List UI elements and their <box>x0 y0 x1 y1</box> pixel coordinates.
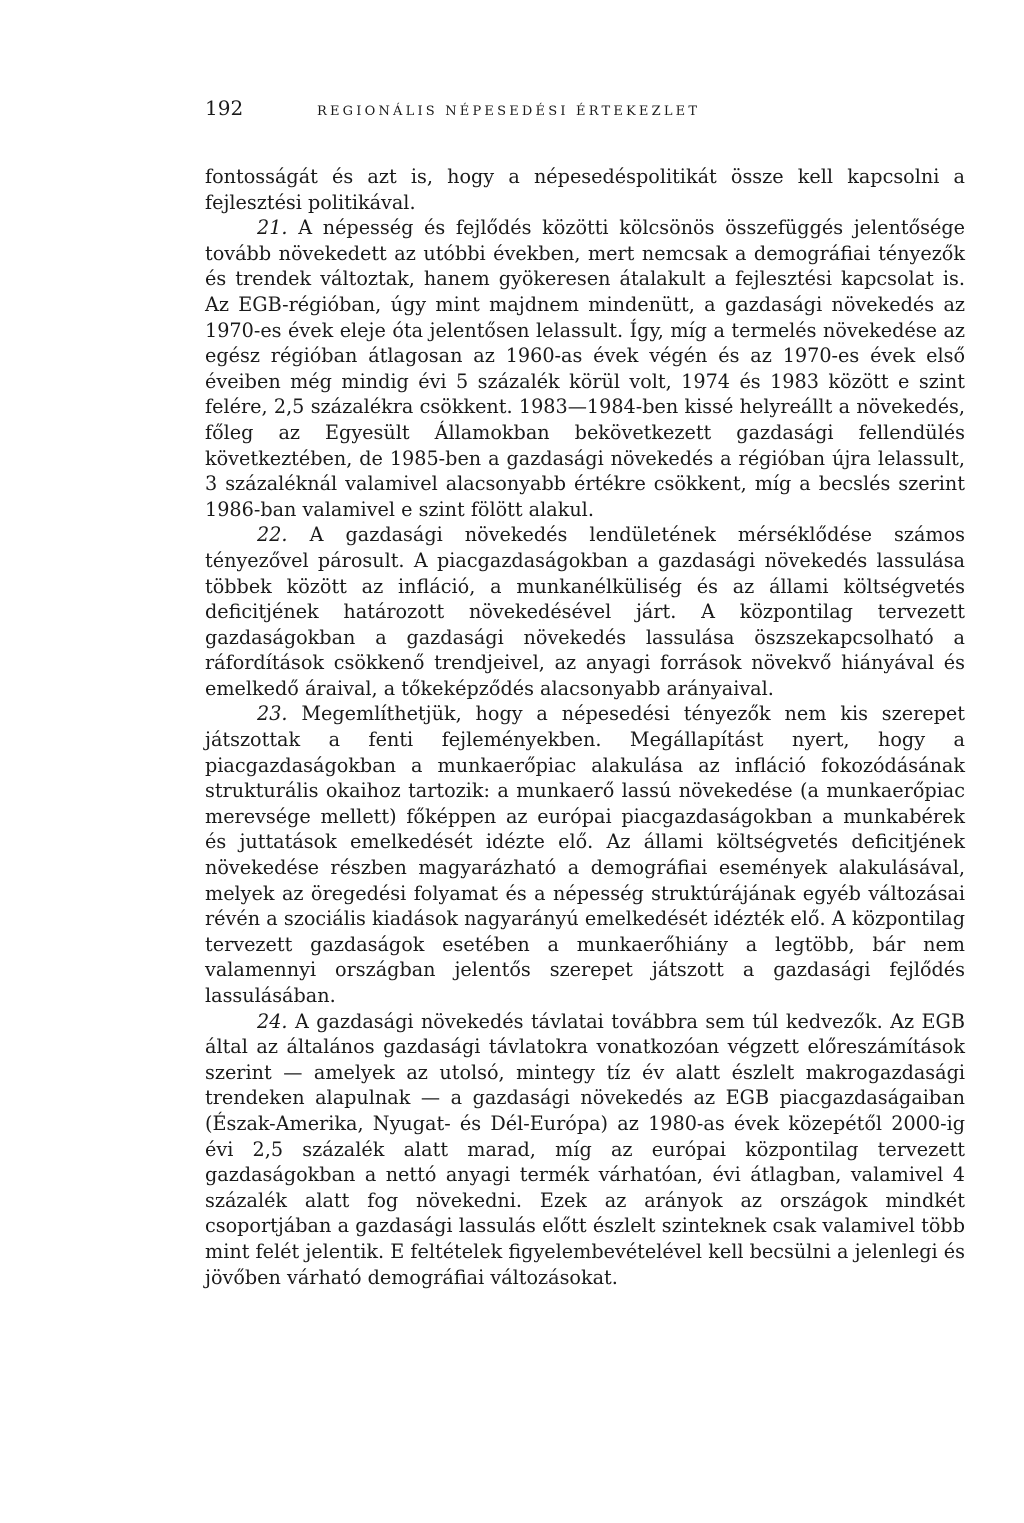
paragraph-text: A népesség és fejlődés közötti kölcsönös összefüggés jelentősége tovább növekedett az utóbbi években, mert nemcsak a demográfiai tényezők és trendek változtak, hanem gyökeresen átalakult a fejlesztési kapcsolat is. Az EGB-régióban, úgy mint majdnem mindenütt, a gazdasági növekedés az 1970-es évek eleje óta jelentősen lelassult. Így, míg a termelés növekedése az egész régióban átlagosan az 1960-as évek végén és az 1970-es évek első éveiben még mindig évi 5 százalék körül volt, 1974 és 1983 között e szint felére, 2,5 százalékra csökkent. 1983—1984-ben kissé helyreállt a növekedés, főleg az Egyesült Államokban bekövetkezett gazdasági fellendülés következtében, de 1985-ben a gazdasági növekedés a régióban újra lelassult, 3 százaléknál valamivel alacsonyabb értékre csökkent, míg a becslés szerint 1986-ban valamivel e szint fölött alakul. <box>205 216 965 521</box>
paragraph-text: fontosságát és azt is, hogy a népesedéspolitikát össze kell kapcsolni a fejlesztési politikával. <box>205 165 965 214</box>
paragraph-continuation <box>205 164 965 215</box>
running-title: REGIONÁLIS NÉPESEDÉSI ÉRTEKEZLET <box>317 104 701 119</box>
paragraph-number: 24. <box>257 1009 288 1033</box>
paragraph-22 <box>205 522 965 701</box>
paragraph-number: 21. <box>257 216 288 240</box>
paragraph-23 <box>205 701 965 1008</box>
paragraph-number: 23. <box>257 702 288 726</box>
page-number: 192 <box>205 96 244 120</box>
paragraph-text: A gazdasági növekedés lendületének mérséklődése számos tényezővel párosult. A piacgazdaságokban a gazdasági növekedés lassulása többek között az infláció, a munkanélküliség és az állami költségvetés deficitjének határozott növekedésével járt. A központilag tervezett gazdaságokban a gazdasági növekedés lassulása öszszekapcsolható a ráfordítások csökkenő trendjeivel, az anyagi források növekvő hiányával és emelkedő áraival, a tőkeképződés alacsonyabb arányaival. <box>205 523 965 700</box>
body-text <box>205 164 965 1290</box>
paragraph-text: A gazdasági növekedés távlatai továbbra sem túl kedvezők. Az EGB által az általános gazdasági távlatokra vonatkozóan végzett előreszámítások szerint — amelyek az utolsó, mintegy tíz év alatt észlelt makrogazdasági trendeken alapulnak — a gazdasági növekedés az EGB piacgazdaságaiban (Észak-Amerika, Nyugat- és Dél-Európa) az 1980-as évek közepétől 2000-ig évi 2,5 százalék alatt marad, míg az európai központilag tervezett gazdaságokban a nettó anyagi termék várhatóan, évi átlagban, valamivel 4 százalék alatt fog növekedni. Ezek az arányok az országok mindkét csoportjában a gazdasági lassulás előtt észlelt szinteknek csak valamivel több mint felét jelentik. E feltételek figyelembevételével kell becsülni a jelenlegi és jövőben várható demográfiai változásokat. <box>205 1009 965 1289</box>
paragraph-21 <box>205 215 965 522</box>
paragraph-text: Megemlíthetjük, hogy a népesedési tényezők nem kis szerepet játszottak a fenti fejleményekben. Megállapítást nyert, hogy a piacgazdaságokban a munkaerőpiac alakulása az infláció fokozódásának strukturális okaihoz tartozik: a munkaerő lassú növekedése (a munkaerőpiac merevsége mellett) főképpen az európai piacgazdaságokban a munkabérek és juttatások emelkedését idézte elő. Az állami költségvetés deficitjének növekedése részben magyarázható a demográfiai események alakulásával, melyek az öregedési folyamat és a népesség struktúrájának egyéb változásai révén a szociális kiadások nagyarányú emelkedését idézték elő. A központilag tervezett gazdaságok esetében a munkaerőhiány a legtöbb, bár nem valamennyi országban jelentős szerepet játszott a gazdasági fejlődés lassulásában. <box>205 702 965 1007</box>
document-page <box>205 96 965 1290</box>
paragraph-24 <box>205 1009 965 1291</box>
paragraph-number: 22. <box>257 523 288 547</box>
running-head <box>205 96 965 130</box>
